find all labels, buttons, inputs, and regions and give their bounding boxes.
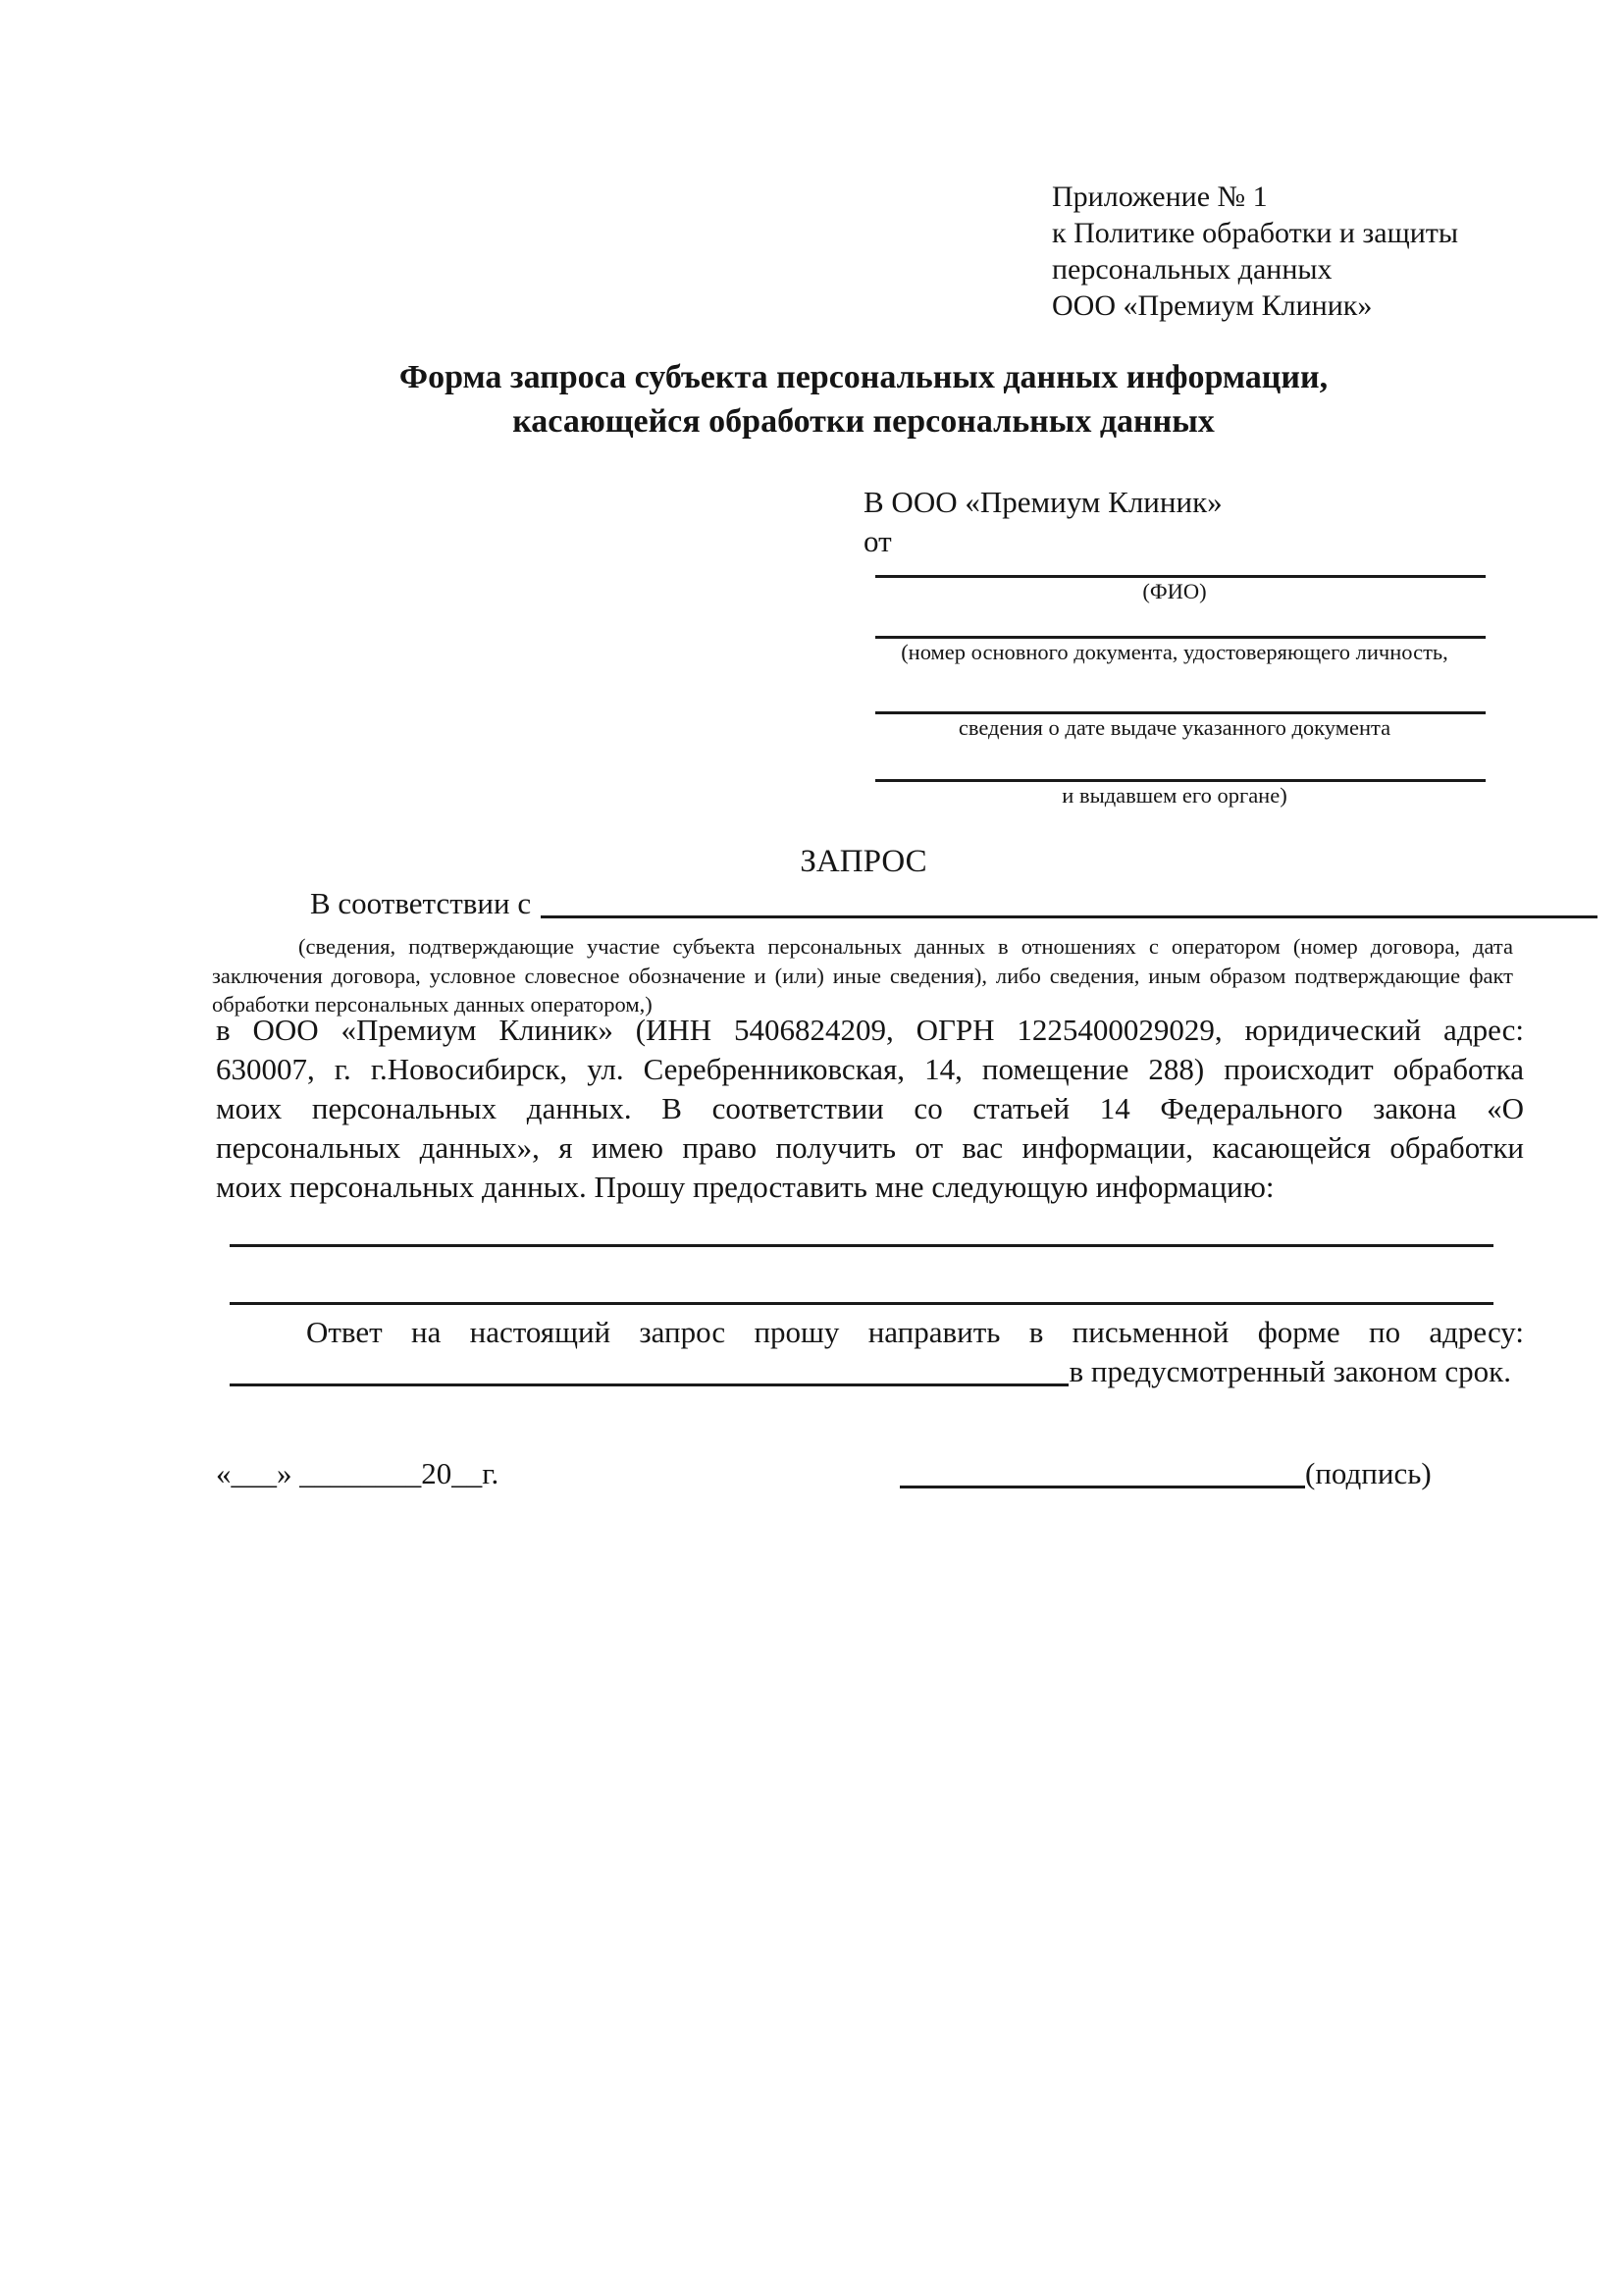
body-line: моих персональных данных. Прошу предоставить мне следующую информацию:: [216, 1170, 1275, 1204]
document-number-blank-line: [875, 605, 1486, 639]
fio-caption: (ФИО): [1142, 579, 1207, 603]
request-body: [216, 1011, 1524, 1207]
basis-label: В соответствии с: [310, 886, 532, 920]
basis-row: [216, 884, 1597, 923]
footnote-line: (сведения, подтверждающие участие субъекта персональных данных в отношениях с оператором (номер договора, дата: [298, 934, 1513, 959]
footnote-line: заключения договора, условное словесное обозначение и (или) иные сведения), либо сведения, иным образом подтверждающие факт: [212, 963, 1513, 988]
body-line: персональных данных», я имею право получить от вас информации, касающейся обработки: [216, 1130, 1524, 1165]
appendix-line: персональных данных: [1052, 253, 1333, 286]
appendix-line: ООО «Премиум Клиник»: [1052, 289, 1373, 322]
date-placeholder: «___» ________20__г.: [216, 1456, 499, 1490]
fio-blank-line: [875, 561, 1486, 578]
information-blank-line: [230, 1263, 1493, 1305]
addressee-from-label: от: [864, 524, 892, 558]
body-line: в ООО «Премиум Клиник» (ИНН 5406824209, ОГРН 1225400029029, юридический адрес:: [216, 1013, 1524, 1047]
signature-group: [900, 1454, 1432, 1493]
signature-blank-line: [900, 1454, 1305, 1488]
body-line: моих персональных данных. В соответствии со статьей 14 Федерального закона «О: [216, 1091, 1524, 1125]
addressee-organization: В ООО «Премиум Клиник»: [864, 485, 1223, 519]
footnote-line: обработки персональных данных оператором,): [212, 992, 653, 1017]
issuing-authority-blank-line: [875, 742, 1486, 782]
request-heading: ЗАПРОС: [800, 844, 927, 879]
information-blank-line: [230, 1205, 1493, 1247]
footer-row: [216, 1454, 1511, 1499]
issuing-authority-caption: и выдавшем его органе): [1062, 783, 1287, 808]
issue-date-blank-line: [875, 666, 1486, 714]
addressee-block: [864, 483, 1486, 809]
appendix-block: [1052, 179, 1513, 324]
basis-footnote: [212, 932, 1513, 1019]
document-title-line: касающейся обработки персональных данных: [512, 403, 1215, 440]
appendix-line: к Политике обработки и защиты: [1052, 217, 1459, 249]
document-title-line: Форма запроса субъекта персональных данных информации,: [398, 359, 1329, 395]
reply-address-sentence: Ответ на настоящий запрос прошу направить в письменной форме по адресу:: [306, 1315, 1524, 1349]
appendix-line: Приложение № 1: [1052, 181, 1268, 213]
reply-suffix: в предусмотренный законом срок.: [1069, 1354, 1511, 1388]
document-title: [211, 355, 1516, 444]
document-number-caption: (номер основного документа, удостоверяющего личность,: [901, 640, 1448, 664]
reply-address-blank-line: [230, 1352, 1069, 1386]
reply-address-row: [230, 1352, 1511, 1391]
issue-date-caption: сведения о дате выдаче указанного документа: [958, 715, 1391, 740]
signature-caption: (подпись): [1305, 1456, 1432, 1490]
basis-blank-line: [541, 884, 1597, 918]
body-line: 630007, г. г.Новосибирск, ул. Серебренниковская, 14, помещение 288) происходит обработка: [216, 1052, 1524, 1086]
